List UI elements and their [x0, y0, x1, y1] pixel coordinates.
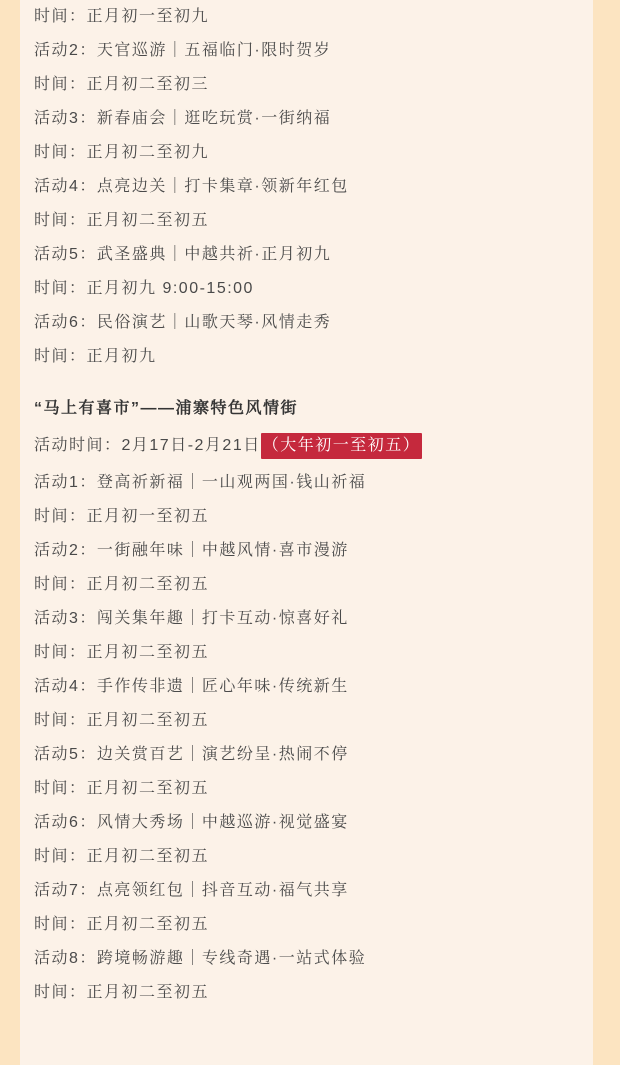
paragraph-line: 活动4：手作传非遗｜匠心年味·传统新生 [34, 678, 349, 695]
paragraph-line: 活动5：边关赏百艺｜演艺纷呈·热闹不停 [34, 746, 349, 763]
paragraph-line: 时间：正月初二至初五 [34, 848, 210, 865]
paragraph-line: 活动2：天官巡游｜五福临门·限时贺岁 [34, 42, 332, 59]
paragraph-line: 时间：正月初一至初五 [34, 508, 210, 525]
date-badge: （大年初一至初五） [261, 433, 423, 459]
paragraph-line: 活动7：点亮领红包｜抖音互动·福气共享 [34, 882, 349, 899]
paragraph-line: 活动8：跨境畅游趣｜专线奇遇·一站式体验 [34, 950, 367, 967]
paragraph-line: 活动5：武圣盛典｜中越共祈·正月初九 [34, 246, 332, 263]
paragraph-line: 时间：正月初二至初五 [34, 212, 210, 229]
paragraph-line: 活动3：新春庙会｜逛吃玩赏·一街纳福 [34, 110, 332, 127]
paragraph-line: 时间：正月初二至初三 [34, 76, 210, 93]
paragraph-line: 活动6：民俗演艺｜山歌天琴·风情走秀 [34, 314, 332, 331]
paragraph-line: 时间：正月初二至初五 [34, 576, 210, 593]
schedule-line [34, 433, 571, 459]
schedule-dates: 活动时间：2月17日-2月21日 [34, 437, 261, 454]
paragraph-line: 时间：正月初九 [34, 348, 157, 365]
article-body [20, 0, 593, 1065]
activity-list-1 [34, 7, 571, 367]
paragraph-line: 时间：正月初二至初五 [34, 916, 210, 933]
paragraph-line: 时间：正月初二至初五 [34, 780, 210, 797]
activity-list-2 [34, 473, 571, 1003]
paragraph-line: 时间：正月初一至初九 [34, 8, 210, 25]
paragraph-line: 活动4：点亮边关｜打卡集章·领新年红包 [34, 178, 349, 195]
paragraph-line: 活动3：闯关集年趣｜打卡互动·惊喜好礼 [34, 610, 349, 627]
paragraph-line: 时间：正月初二至初五 [34, 712, 210, 729]
paragraph-line: 时间：正月初二至初五 [34, 644, 210, 661]
paragraph-line: 活动2：一街融年味｜中越风情·喜市漫游 [34, 542, 349, 559]
paragraph-line: 时间：正月初九 9:00-15:00 [34, 280, 254, 297]
paragraph-line: 活动1：登高祈新福｜一山观两国·钱山祈福 [34, 474, 367, 491]
paragraph-line: 时间：正月初二至初九 [34, 144, 210, 161]
paragraph-line: 时间：正月初二至初五 [34, 984, 210, 1001]
section-heading: “马上有喜市”——浦寨特色风情街 [34, 400, 299, 417]
paragraph-line: 活动6：风情大秀场｜中越巡游·视觉盛宴 [34, 814, 349, 831]
